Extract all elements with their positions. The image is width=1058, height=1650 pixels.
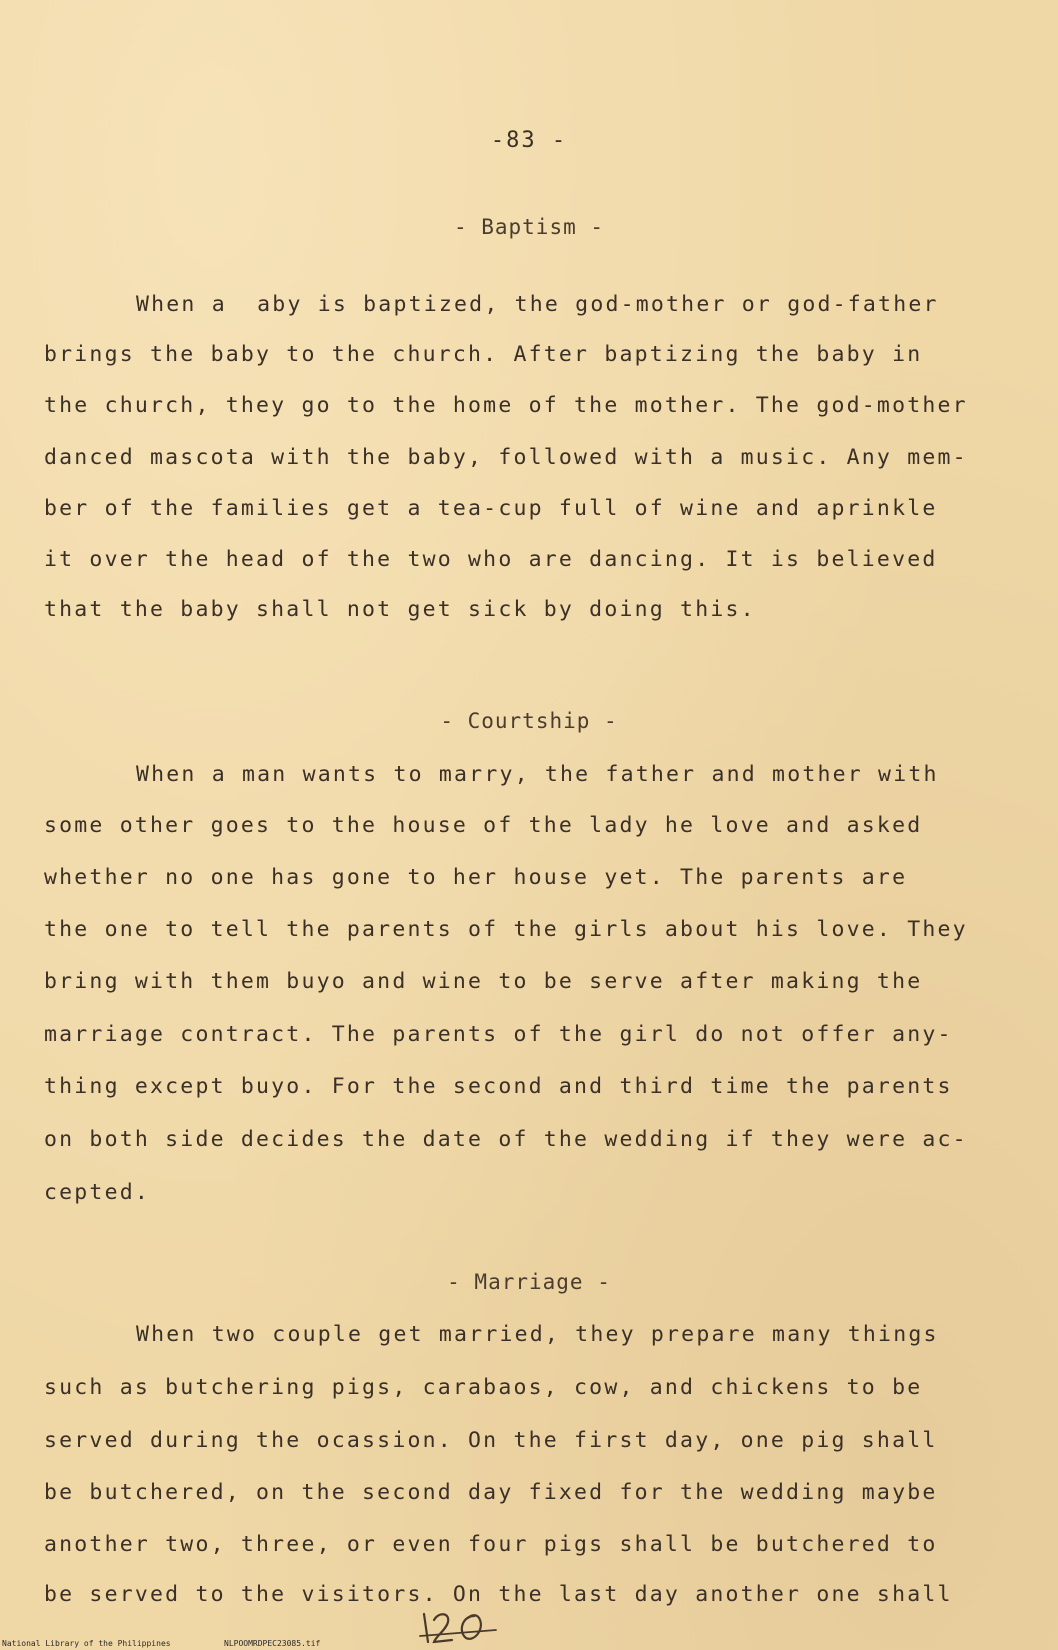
courtship-line: some other goes to the house of the lady he love and asked: [44, 813, 923, 838]
courtship-line: marriage contract. The parents of the girl do not offer any-: [44, 1022, 953, 1047]
courtship-line: the one to tell the parents of the girls about his love. They: [44, 917, 968, 942]
marriage-line: be butchered, on the second day fixed for the wedding maybe: [44, 1480, 938, 1505]
courtship-line: whether no one has gone to her house yet. The parents are: [44, 865, 908, 890]
marriage-line: When two couple get married, they prepare many things: [136, 1322, 939, 1347]
courtship-line: When a man wants to marry, the father and mother with: [136, 762, 939, 787]
heading-courtship: - Courtship -: [440, 709, 618, 733]
marriage-line: served during the ocassion. On the first day, one pig shall: [44, 1428, 938, 1453]
marriage-line: such as butchering pigs, carabaos, cow, and chickens to be: [44, 1375, 923, 1400]
baptism-line: brings the baby to the church. After baptizing the baby in: [44, 342, 923, 367]
heading-marriage: - Marriage -: [447, 1270, 611, 1294]
courtship-line: on both side decides the date of the wedding if they were ac-: [44, 1127, 968, 1152]
page-number: -83 -: [490, 128, 568, 153]
scan-footer: [0, 1639, 1058, 1650]
heading-baptism: - Baptism -: [453, 215, 605, 239]
footer-library-name: National Library of the Philippines: [2, 1639, 171, 1648]
marriage-line: another two, three, or even four pigs shall be butchered to: [44, 1532, 938, 1557]
courtship-line: cepted.: [44, 1180, 151, 1205]
baptism-line: ber of the families get a tea-cup full of wine and aprinkle: [44, 496, 938, 521]
courtship-line: thing except buyo. For the second and third time the parents: [44, 1074, 953, 1099]
baptism-line: it over the head of the two who are dancing. It is believed: [44, 547, 938, 572]
courtship-line: bring with them buyo and wine to be serve after making the: [44, 969, 923, 994]
baptism-line: When a aby is baptized, the god-mother or god-father: [136, 292, 939, 317]
baptism-line: danced mascota with the baby, followed with a music. Any mem-: [44, 445, 968, 470]
baptism-line: that the baby shall not get sick by doing this.: [44, 597, 756, 622]
marriage-line: be served to the visitors. On the last day another one shall: [44, 1582, 953, 1607]
footer-file-name: NLPOOMRDPEC23085.tif: [224, 1639, 321, 1648]
baptism-line: the church, they go to the home of the mother. The god-mother: [44, 393, 968, 418]
